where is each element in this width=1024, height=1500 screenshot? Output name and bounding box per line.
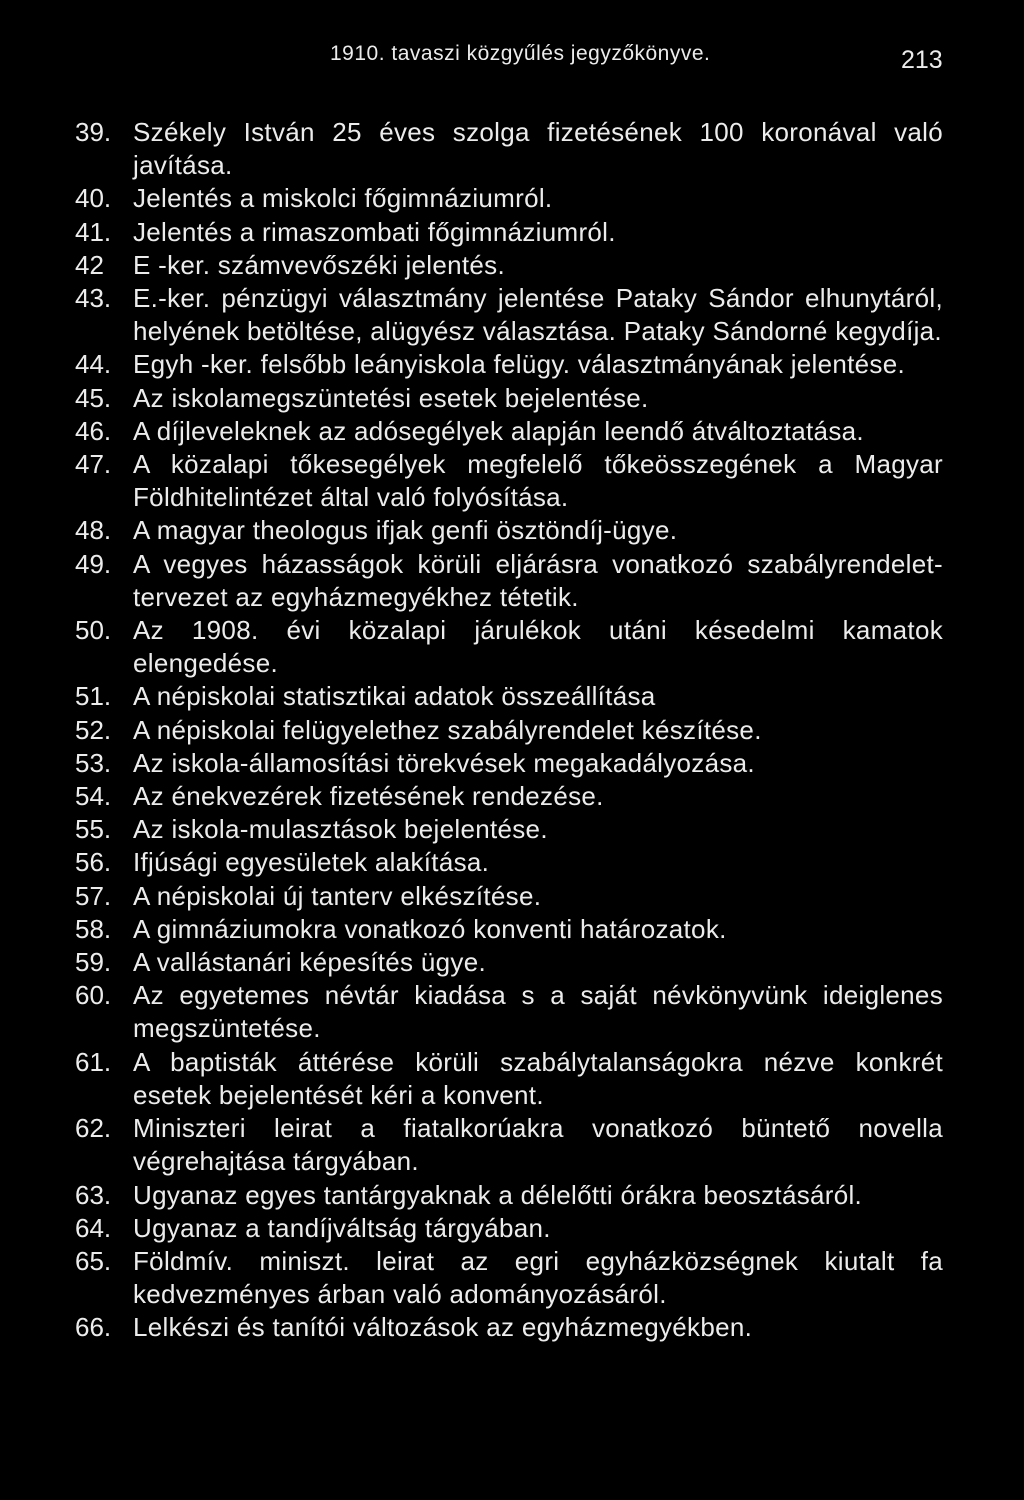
agenda-item <box>0 913 1024 946</box>
item-number: 50. <box>75 615 112 646</box>
item-text: Ifjúsági egyesületek alakítása. <box>133 847 490 878</box>
agenda-item <box>0 415 1024 448</box>
item-number: 65. <box>75 1245 112 1276</box>
item-number: 54. <box>75 781 112 812</box>
item-text: E -ker. számvevőszéki jelentés. <box>133 249 505 280</box>
item-text: Jelentés a miskolci főgimnáziumról. <box>133 183 553 214</box>
item-text: A baptisták áttérése körüli szabálytalanságokra nézve konkrét esetek bejelentését kéri a konvent. <box>133 1046 943 1110</box>
item-number: 55. <box>75 814 112 845</box>
item-number: 39. <box>75 117 112 147</box>
agenda-item <box>0 979 1024 1045</box>
agenda-item <box>0 382 1024 415</box>
item-number: 49. <box>75 548 112 579</box>
item-text: E.-ker. pénzügyi választmány jelentése Pataky Sándor elhunytáról, helyének betöltése, alügyész választása. Pataky Sándorné kegydíja. <box>133 283 943 347</box>
item-text: A vegyes házasságok körüli eljárásra vonatkozó szabályrendelet-tervezet az egyházmegyékhez tétetik. <box>133 548 943 612</box>
item-text: Jelentés a rimaszombati főgimnáziumról. <box>133 216 616 247</box>
page-header <box>0 42 1024 82</box>
agenda-list <box>0 116 1024 1345</box>
item-text: A gimnáziumokra vonatkozó konventi határozatok. <box>133 913 727 944</box>
item-text: A magyar theologus ifjak genfi ösztöndíj-ügye. <box>133 515 678 546</box>
item-number: 59. <box>75 947 112 978</box>
item-number: 44. <box>75 349 112 380</box>
agenda-item <box>0 714 1024 747</box>
item-text: A népiskolai felügyelethez szabályrendelet készítése. <box>133 714 762 745</box>
agenda-item <box>0 182 1024 215</box>
agenda-item <box>0 880 1024 913</box>
item-number: 61. <box>75 1046 112 1077</box>
item-number: 64. <box>75 1212 112 1243</box>
agenda-item <box>0 282 1024 348</box>
item-number: 56. <box>75 847 112 878</box>
item-number: 51. <box>75 681 112 712</box>
item-text: Az iskolamegszüntetési esetek bejelentése. <box>133 382 649 413</box>
item-number: 53. <box>75 747 112 778</box>
agenda-item <box>0 1179 1024 1212</box>
item-number: 60. <box>75 980 112 1011</box>
item-number: 47. <box>75 449 112 480</box>
agenda-item <box>0 1245 1024 1311</box>
agenda-item <box>0 216 1024 249</box>
item-text: Az iskola-államosítási törekvések megakadályozása. <box>133 747 755 778</box>
item-text: Ugyanaz a tandíjváltság tárgyában. <box>133 1212 551 1243</box>
item-number: 40. <box>75 183 112 214</box>
item-number: 66. <box>75 1312 112 1343</box>
page-number: 213 <box>901 46 943 74</box>
item-text: Az 1908. évi közalapi járulékok utáni késedelmi kamatok elengedése. <box>133 615 943 679</box>
item-text: Földmív. miniszt. leirat az egri egyházközségnek kiutalt fa kedvezményes árban való adományozásáról. <box>133 1245 943 1310</box>
item-text: A népiskolai új tanterv elkészítése. <box>133 880 542 911</box>
item-text: Miniszteri leirat a fiatalkorúakra vonatkozó büntető novella végrehajtása tárgyában. <box>133 1113 943 1177</box>
item-text: Egyh -ker. felsőbb leányiskola felügy. választmányának jelentése. <box>133 349 905 380</box>
agenda-item <box>0 514 1024 547</box>
agenda-item <box>0 946 1024 979</box>
item-text: A vallástanári képesítés ügye. <box>133 947 486 978</box>
agenda-item <box>0 846 1024 879</box>
item-text: Az énekvezérek fizetésének rendezése. <box>133 781 604 812</box>
item-text: Székely István 25 éves szolga fizetésének 100 koronával való javítása. <box>133 117 943 181</box>
agenda-item <box>0 348 1024 381</box>
running-header-title: 1910. tavaszi közgyűlés jegyzőkönyve. <box>330 42 711 65</box>
item-number: 62. <box>75 1113 112 1144</box>
agenda-item <box>0 249 1024 282</box>
agenda-item <box>0 1112 1024 1178</box>
agenda-item <box>0 116 1024 182</box>
agenda-item <box>0 1046 1024 1112</box>
agenda-item <box>0 548 1024 614</box>
item-number: 41. <box>75 216 112 247</box>
item-text: Az iskola-mulasztások bejelentése. <box>133 814 548 845</box>
item-number: 42 <box>75 249 104 280</box>
item-text: Az egyetemes névtár kiadása s a saját névkönyvünk ideiglenes megszüntetése. <box>133 980 943 1044</box>
agenda-item <box>0 448 1024 514</box>
item-number: 45. <box>75 382 112 413</box>
agenda-item <box>0 1212 1024 1245</box>
agenda-item <box>0 680 1024 713</box>
item-number: 48. <box>75 515 112 546</box>
agenda-item <box>0 1311 1024 1344</box>
agenda-item <box>0 780 1024 813</box>
item-text: A népiskolai statisztikai adatok összeállítása <box>133 681 656 712</box>
agenda-item <box>0 813 1024 846</box>
agenda-item <box>0 614 1024 680</box>
item-text: Lelkészi és tanítói változások az egyházmegyékben. <box>133 1312 753 1343</box>
item-number: 43. <box>75 283 112 314</box>
item-number: 46. <box>75 415 112 446</box>
agenda-item <box>0 747 1024 780</box>
item-number: 58. <box>75 913 112 944</box>
item-number: 63. <box>75 1179 112 1210</box>
item-text: A díjleveleknek az adósegélyek alapján leendő átváltoztatása. <box>133 415 864 446</box>
item-number: 52. <box>75 714 112 745</box>
item-text: A közalapi tőkesegélyek megfelelő tőkeösszegének a Magyar Földhitelintézet által való folyósítása. <box>133 449 943 513</box>
item-text: Ugyanaz egyes tantárgyaknak a délelőtti órákra beosztásáról. <box>133 1179 863 1210</box>
item-number: 57. <box>75 880 112 911</box>
